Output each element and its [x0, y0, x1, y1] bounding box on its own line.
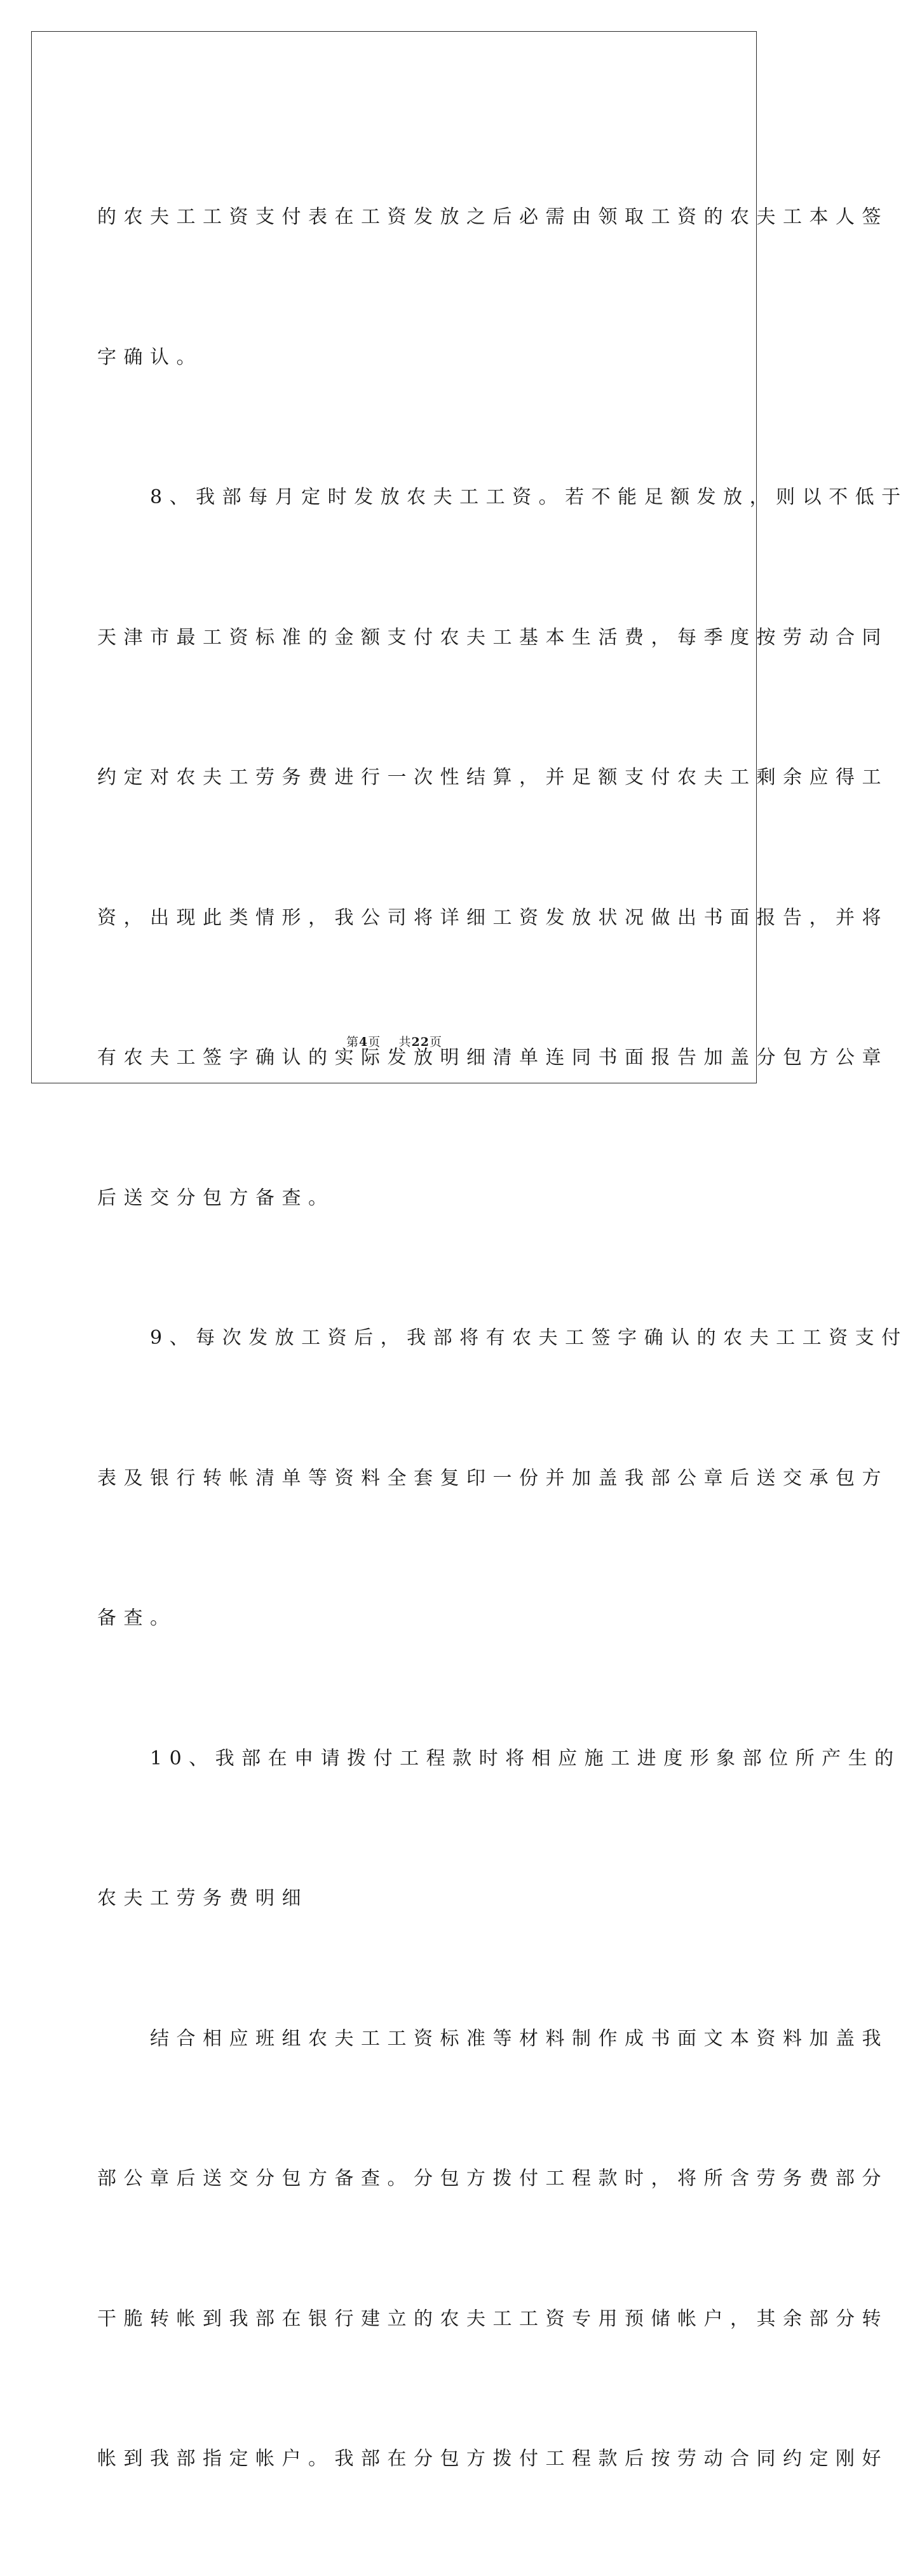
text-line: 后送交分包方备查。: [97, 1186, 335, 1209]
text-line: 帐到我部指定帐户。我部在分包方拨付工程款后按劳动合同约定刚好: [97, 2448, 888, 2470]
text-line: 8、我部每月定时发放农夫工工资。若不能足额发放，则以不低于: [97, 486, 908, 508]
text-line: 备查。: [97, 1607, 177, 1629]
footer-page-suffix: 页: [368, 1035, 381, 1049]
text-line: 10、我部在申请拨付工程款时将相应施工进度形象部位所产生的: [97, 1747, 901, 1770]
footer-prefix: 第: [346, 1035, 360, 1049]
document-body: [97, 100, 908, 2576]
text-line: 农夫工劳务费明细: [97, 1887, 308, 1909]
text-line: 部公章后送交分包方备查。分包方拨付工程款时，将所含劳务费部分: [97, 2167, 888, 2190]
text-line: 干脆转帐到我部在银行建立的农夫工工资专用预储帐户，其余部分转: [97, 2307, 888, 2330]
footer-total-prefix: 共: [398, 1035, 412, 1049]
footer-total-suffix: 页: [429, 1035, 442, 1049]
text-line: 资，出现此类情形，我公司将详细工资发放状况做出书面报告，并将: [97, 906, 888, 929]
text-line: 有农夫工签字确认的实际发放明细清单连同书面报告加盖分包方公章: [97, 1047, 888, 1069]
text-line: 结合相应班组农夫工工资标准等材料制作成书面文本资料加盖我: [97, 2027, 888, 2050]
text-line: 的农夫工工资支付表在工资发放之后必需由领取工资的农夫工本人签: [97, 206, 888, 228]
text-line: 表及银行转帐清单等资料全套复印一份并加盖我部公章后送交承包方: [97, 1467, 888, 1489]
total-pages: 22: [411, 1035, 430, 1049]
page-number: 4: [359, 1035, 369, 1049]
page-footer: [0, 1033, 789, 1050]
body-text: [97, 100, 908, 2576]
text-line: 约定对农夫工劳务费进行一次性结算，并足额支付农夫工剩余应得工: [97, 766, 888, 789]
text-line: 9、每次发放工资后，我部将有农夫工签字确认的农夫工工资支付: [97, 1327, 908, 1349]
text-line: 天津市最工资标准的金额支付农夫工基本生活费，每季度按劳动合同: [97, 626, 888, 649]
text-line: 字确认。: [97, 346, 203, 369]
